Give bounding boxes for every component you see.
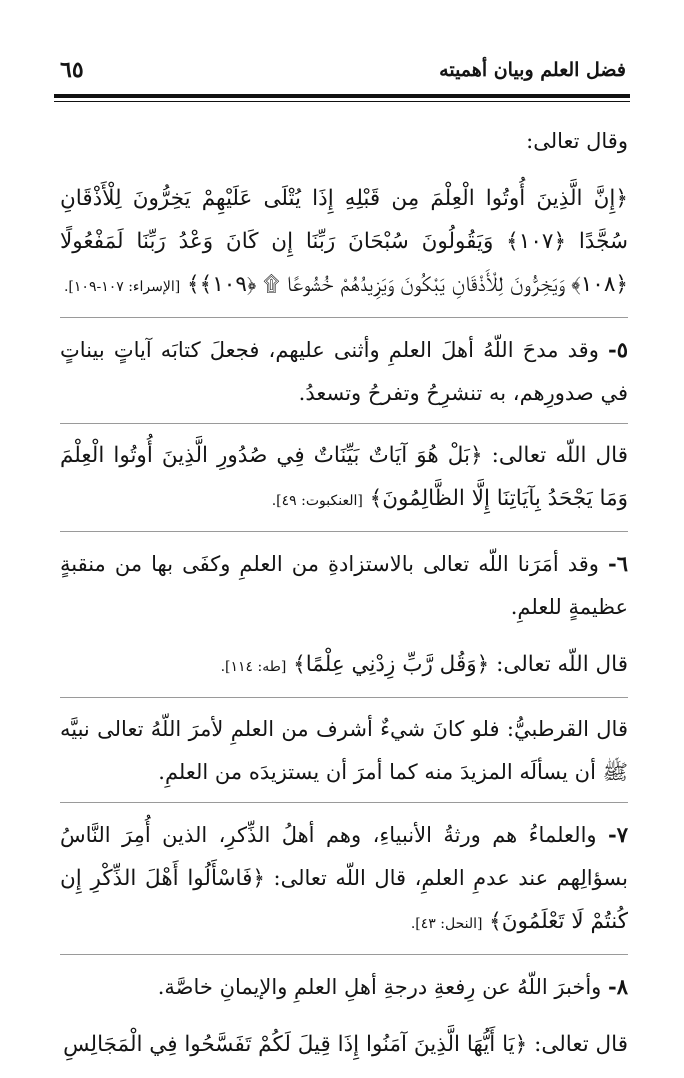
page-body bbox=[60, 120, 628, 1066]
point-5 bbox=[60, 328, 628, 415]
point-7 bbox=[60, 813, 628, 946]
verse-text: ﴿وَقُل رَّبِّ زِدْنِي عِلْمًا﴾ bbox=[293, 652, 490, 677]
verse-intro: قال اللّه تعالى: bbox=[496, 652, 628, 677]
point-number: ٦- bbox=[607, 551, 628, 576]
point-text: وقد أمَرَنا اللّه تعالى بالاستزادةِ من العلمِ وكفَى بها من منقبةٍ عظيمةٍ للعلمِ. bbox=[60, 552, 628, 619]
page-number: ٦٥ bbox=[60, 57, 84, 83]
quran-verse-taha bbox=[60, 643, 628, 689]
point-text: والعلماءُ هم ورثةُ الأنبياءِ، وهم أهلُ الذِّكرِ، الذين أُمِرَ النَّاسُ بسؤالِهم عند عدمِ العلمِ، قال اللّه تعالى: bbox=[60, 823, 629, 890]
running-title: فضل العلم وبيان أهميته bbox=[439, 59, 626, 81]
header-rule-thin bbox=[54, 101, 630, 102]
verse-text: ﴿يَا أَيُّهَا الَّذِينَ آمَنُوا إِذَا قِيلَ لَكُمْ تَفَسَّحُوا فِي الْمَجَالِسِ bbox=[63, 1032, 528, 1057]
separator bbox=[60, 423, 628, 424]
verse-text: ﴿بَلْ هُوَ آيَاتٌ بَيِّنَاتٌ فِي صُدُورِ الَّذِينَ أُوتُوا الْعِلْمَ وَمَا يَجْحَدُ بِآيَاتِنَا إِلَّا الظَّالِمُونَ﴾ bbox=[60, 443, 628, 511]
verse-intro: قال تعالى: bbox=[534, 1032, 628, 1057]
qurtubi-quote: قال القرطبيُّ: فلو كانَ شيءٌ أشرف من العلمِ لأمرَ اللّهُ تعالى نبيَّه ﷺ أن يسألَه المزيدَ منه كما أمرَ أن يستزيدَه من العلمِ. bbox=[60, 717, 628, 784]
verse-reference: [الإسراء: ١٠٧-١٠٩]. bbox=[63, 279, 181, 295]
verse-text: ﴿إِنَّ الَّذِينَ أُوتُوا الْعِلْمَ مِن قَبْلِهِ إِذَا يُتْلَى عَلَيْهِمْ يَخِرُّونَ لِلْأَذْقَانِ سُجَّدًا ﴿١٠٧﴾ وَيَقُولُونَ سُبْحَانَ رَبِّنَا إِن كَانَ وَعْدُ رَبِّنَا لَمَفْعُولًا ﴿١٠٨﴾ وَيَخِرُّونَ لِلْأَذْقَانِ يَبْكُونَ وَيَزِيدُهُمْ خُشُوعًا ۩ ﴿١٠٩﴾﴾ bbox=[60, 186, 628, 297]
verse-text: ﴿فَاسْأَلُوا أَهْلَ الذِّكْرِ إِن كُنتُمْ لَا تَعْلَمُونَ﴾ bbox=[60, 866, 628, 934]
verse-reference: [النحل: ٤٣]. bbox=[410, 916, 483, 932]
page-header bbox=[60, 52, 626, 88]
point-text: وأخبرَ اللّهُ عن رِفعةِ درجةِ أهلِ العلمِ والإيمانِ خاصَّة. bbox=[157, 975, 602, 999]
point-6 bbox=[60, 542, 628, 629]
separator bbox=[60, 317, 628, 318]
quran-verse-ankabut bbox=[60, 434, 628, 523]
point-text: وقد مدحَ اللّهُ أهلَ العلمِ وأثنى عليهم، فجعلَ كتابَه آياتٍ بيناتٍ في صدورِهم، به تنشرِحُ وتفرحُ وتسعدُ. bbox=[60, 338, 628, 405]
intro-label: وقال تعالى: bbox=[526, 129, 628, 153]
point-number: ٥- bbox=[608, 337, 628, 362]
point-8 bbox=[60, 965, 628, 1009]
quran-verse-mujadila bbox=[60, 1023, 628, 1066]
separator bbox=[60, 802, 628, 803]
separator bbox=[60, 697, 628, 698]
point-number: ٨- bbox=[608, 974, 628, 999]
point-number: ٧- bbox=[608, 822, 628, 847]
separator bbox=[60, 531, 628, 532]
separator bbox=[60, 954, 628, 955]
verse-reference: [طه: ١١٤]. bbox=[220, 659, 287, 675]
verse-reference: [العنكبوت: ٤٩]. bbox=[271, 493, 363, 509]
quran-verse-isra bbox=[60, 177, 628, 309]
header-rule-thick bbox=[54, 94, 630, 98]
verse-intro: قال اللّه تعالى: bbox=[491, 443, 628, 468]
